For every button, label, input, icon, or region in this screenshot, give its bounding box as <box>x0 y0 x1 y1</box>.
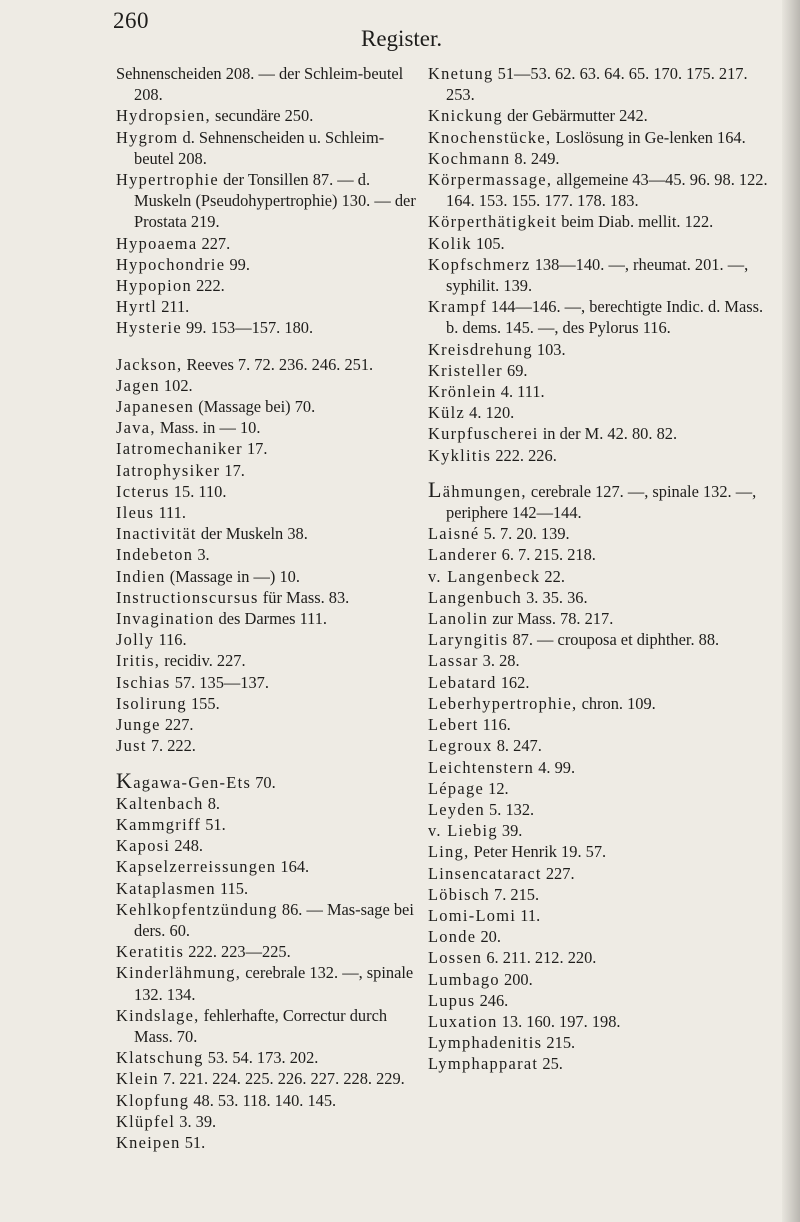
index-entry <box>116 856 416 877</box>
index-keyword: Kolik <box>428 233 472 253</box>
index-entry <box>116 460 416 481</box>
index-entry <box>116 275 416 296</box>
index-keyword: Leyden <box>428 799 485 819</box>
index-entry <box>116 566 416 587</box>
index-keyword: Icterus <box>116 481 170 501</box>
index-keyword: Junge <box>116 715 161 735</box>
index-references: der Gebärmutter 242. <box>503 106 648 126</box>
index-references: 246. <box>475 990 509 1010</box>
index-references: cerebrale 132. —, spinale 132. 134. <box>134 963 414 1004</box>
index-entry <box>428 339 778 360</box>
index-keyword: Just <box>116 736 147 756</box>
index-references: 4. 120. <box>465 403 515 423</box>
index-keyword: Luxation <box>428 1011 498 1031</box>
index-keyword: Hypoaema <box>116 233 198 253</box>
index-entry <box>116 169 416 233</box>
index-keyword: Löbisch <box>428 884 490 904</box>
index-keyword: Ischias <box>116 672 171 692</box>
index-references: 39. <box>497 821 523 841</box>
index-entry <box>428 423 778 444</box>
index-entry <box>116 1090 416 1111</box>
index-keyword: Lebert <box>428 715 479 735</box>
index-entry <box>428 778 778 799</box>
index-entry <box>428 105 778 126</box>
index-keyword: Langenbuch <box>428 587 523 607</box>
index-entry <box>428 566 778 587</box>
index-keyword: Kagawa-Gen-Ets <box>116 767 252 793</box>
index-keyword: Kaposi <box>116 836 171 856</box>
index-entry <box>428 799 778 820</box>
index-entry <box>116 693 416 714</box>
index-keyword: Kindslage, <box>116 1005 200 1025</box>
index-entry <box>428 254 778 296</box>
index-entry <box>428 714 778 735</box>
index-keyword: Iatromechaniker <box>116 439 243 459</box>
index-references: 105. <box>471 233 505 253</box>
index-entry <box>116 878 416 899</box>
index-keyword: Kataplasmen <box>116 878 216 898</box>
index-entry <box>116 523 416 544</box>
index-entry <box>428 990 778 1011</box>
index-entry <box>116 608 416 629</box>
index-references: Peter Henrik 19. 57. <box>469 842 607 862</box>
index-entry <box>116 481 416 502</box>
index-references: der Muskeln 38. <box>196 524 308 544</box>
index-references: 144—146. —, berechtigte Indic. d. Mass. b. dems. 145. —, des Pylorus 116. <box>446 297 764 338</box>
index-keyword: Indien <box>116 566 166 586</box>
index-references: 20. <box>476 927 501 947</box>
index-keyword: Lupus <box>428 990 476 1010</box>
index-keyword: Knochenstücke, <box>428 127 552 147</box>
index-keyword: Hypochondrie <box>116 254 226 274</box>
index-references: 8. 249. <box>510 148 560 168</box>
index-entry <box>116 962 416 1004</box>
index-entry <box>116 375 416 396</box>
index-references: 215. <box>542 1033 576 1053</box>
index-entry <box>428 544 778 565</box>
index-entry <box>116 438 416 459</box>
index-entry <box>116 1068 416 1089</box>
index-references: 99. 153—157. 180. <box>181 318 314 338</box>
index-entry <box>428 402 778 423</box>
index-references: 164. <box>276 857 310 877</box>
index-entry <box>428 863 778 884</box>
index-entry <box>116 63 416 105</box>
index-references: Sehnenscheiden 208. — der Schleim-beutel 208. <box>116 64 404 105</box>
index-entry <box>116 544 416 565</box>
index-entry <box>428 587 778 608</box>
index-entry <box>428 905 778 926</box>
index-keyword: Kochmann <box>428 148 511 168</box>
page-edge-shadow <box>782 0 800 1222</box>
index-keyword: Lomi-Lomi <box>428 905 517 925</box>
index-keyword: Lossen <box>428 948 483 968</box>
index-references: 48. 53. 118. 140. 145. <box>189 1090 337 1110</box>
index-entry <box>428 360 778 381</box>
index-entry <box>116 714 416 735</box>
index-references: 103. <box>532 339 566 359</box>
index-references: 3. 35. 36. <box>522 587 588 607</box>
index-keyword: Lebatard <box>428 672 497 692</box>
index-keyword: Lymphapparat <box>428 1054 539 1074</box>
index-references: 86. — Mas-sage bei ders. 60. <box>134 899 414 940</box>
index-references: 17. <box>242 439 268 459</box>
index-keyword: Klatschung <box>116 1048 204 1068</box>
index-entry <box>428 884 778 905</box>
index-entry <box>428 1032 778 1053</box>
index-keyword: Knickung <box>428 106 504 126</box>
index-keyword: Landerer <box>428 545 498 565</box>
index-entry <box>116 767 416 793</box>
index-references: (Massage in —) 10. <box>165 566 300 586</box>
index-entry <box>116 296 416 317</box>
index-entry <box>116 354 416 375</box>
index-entry <box>116 835 416 856</box>
index-references: 15. 110. <box>169 481 227 501</box>
index-keyword: Klein <box>116 1069 159 1089</box>
index-references: cerebrale 127. —, spinale 132. —, periphere 142—144. <box>446 481 757 523</box>
index-keyword: Kehlkopfentzündung <box>116 899 278 919</box>
index-entry <box>428 211 778 232</box>
index-entry <box>116 1005 416 1047</box>
index-keyword: Keratitis <box>116 942 185 962</box>
index-references: 70. <box>251 772 276 792</box>
index-references: 3. 28. <box>478 651 520 671</box>
index-keyword: Kinderlähmung, <box>116 963 242 983</box>
index-keyword: Instructionscursus <box>116 587 259 607</box>
index-references: 200. <box>499 969 533 989</box>
index-references: 6. 7. 215. 218. <box>497 545 596 565</box>
index-entry <box>116 417 416 438</box>
index-entry <box>428 672 778 693</box>
index-references: 222. 223—225. <box>184 942 291 962</box>
index-references: Loslösung in Ge-lenken 164. <box>551 127 746 147</box>
index-references: für Mass. 83. <box>258 587 350 607</box>
index-references: 11. <box>516 905 541 925</box>
index-entry <box>428 148 778 169</box>
index-entry <box>428 735 778 756</box>
index-references: 227. <box>541 863 575 883</box>
index-keyword: Hyrtl <box>116 297 158 317</box>
index-references: 12. <box>484 778 509 798</box>
index-references: Reeves 7. 72. 236. 246. 251. <box>182 354 374 374</box>
index-keyword: Kyklitis <box>428 445 492 465</box>
index-keyword: Lymphadenitis <box>428 1033 543 1053</box>
page-number: 260 <box>113 8 149 33</box>
index-entry <box>428 969 778 990</box>
index-entry <box>116 317 416 338</box>
index-entry <box>428 693 778 714</box>
index-keyword: Japanesen <box>116 397 195 417</box>
section-gap <box>116 339 416 354</box>
index-entry <box>116 899 416 941</box>
index-references: 3. <box>193 545 210 565</box>
index-entry <box>428 757 778 778</box>
index-references: 155. <box>186 693 220 713</box>
index-entry <box>116 587 416 608</box>
index-keyword: Kreisdrehung <box>428 339 533 359</box>
index-keyword: Klüpfel <box>116 1111 176 1131</box>
index-keyword: Linsencataract <box>428 863 542 883</box>
index-keyword: Körperthätigkeit <box>428 212 558 232</box>
index-references: 8. 247. <box>492 736 542 756</box>
index-entry <box>428 476 778 523</box>
index-entry <box>428 947 778 968</box>
index-references: 5. 7. 20. 139. <box>479 524 570 544</box>
index-keyword: Laisné <box>428 524 480 544</box>
index-references: 99. <box>225 254 250 274</box>
index-entry <box>428 608 778 629</box>
index-entry <box>116 629 416 650</box>
index-references: 138—140. —, rheumat. 201. —, syphilit. 139. <box>446 254 749 296</box>
index-references: 4. 111. <box>496 382 545 402</box>
index-keyword: Hygrom <box>116 127 179 147</box>
index-references: 6. 211. 212. 220. <box>482 948 597 968</box>
index-entry <box>428 629 778 650</box>
index-references: 53. 54. 173. 202. <box>203 1048 319 1068</box>
index-references: zur Mass. 78. 217. <box>488 609 614 629</box>
index-keyword: Kopfschmerz <box>428 254 531 274</box>
index-keyword: Lanolin <box>428 609 489 629</box>
index-keyword: Ileus <box>116 503 155 523</box>
index-column-left <box>116 63 416 1153</box>
index-keyword: Ling, <box>428 842 470 862</box>
index-entry <box>428 523 778 544</box>
index-references: der Tonsillen 87. — d. Muskeln (Pseudohypertrophie) 130. — der Prostata 219. <box>134 170 416 232</box>
index-entry <box>428 650 778 671</box>
index-entry <box>116 793 416 814</box>
index-entry <box>428 63 778 105</box>
index-keyword: Jagen <box>116 375 160 395</box>
index-keyword: Lassar <box>428 651 479 671</box>
index-keyword: Knetung <box>428 64 494 83</box>
index-entry <box>116 1132 416 1153</box>
index-keyword: Leichtenstern <box>428 757 535 777</box>
index-entry <box>116 233 416 254</box>
index-references: 4. 99. <box>534 757 576 777</box>
index-entry <box>116 396 416 417</box>
index-keyword: Hypopion <box>116 276 192 296</box>
index-keyword: Krönlein <box>428 382 497 402</box>
index-references: Mass. in — 10. <box>155 418 261 438</box>
index-references: 5. 132. <box>484 799 535 819</box>
index-references: 116. <box>478 715 511 735</box>
section-gap <box>428 466 778 481</box>
index-references: 116. <box>154 630 187 650</box>
index-references: 13. 160. 197. 198. <box>497 1011 621 1031</box>
index-keyword: Kammgriff <box>116 814 202 834</box>
index-entry <box>428 127 778 148</box>
index-references: des Darmes 111. <box>214 609 328 629</box>
index-entry <box>116 502 416 523</box>
index-references: 25. <box>538 1054 563 1074</box>
index-references: 51—53. 62. 63. 64. 65. 170. 175. 217. 253. <box>446 64 748 105</box>
index-references: in der M. 42. 80. 82. <box>538 424 678 444</box>
index-keyword: Külz <box>428 403 466 423</box>
index-entry <box>428 296 778 338</box>
index-references: 7. 222. <box>146 736 196 756</box>
index-references: 227. <box>197 233 231 253</box>
index-references: 162. <box>496 672 530 692</box>
index-keyword: Krampf <box>428 297 487 317</box>
index-references: 69. <box>502 360 528 380</box>
index-entry <box>428 233 778 254</box>
index-references: 248. <box>170 836 204 856</box>
index-keyword: v. Langenbeck <box>428 566 541 586</box>
index-keyword: Londe <box>428 927 477 947</box>
index-entry <box>116 672 416 693</box>
index-references: 7. 215. <box>489 884 540 904</box>
index-references: 115. <box>215 878 249 898</box>
index-references: secundäre 250. <box>210 106 314 126</box>
index-references: 222. 226. <box>491 445 557 465</box>
index-keyword: Kneipen <box>116 1132 181 1152</box>
index-references: allgemeine 43—45. 96. 98. 122. 164. 153. 155. 177. 178. 183. <box>446 170 768 211</box>
index-entry <box>116 650 416 671</box>
index-references: 87. — crouposa et diphther. 88. <box>508 630 720 650</box>
index-entry <box>428 1053 778 1074</box>
index-references: 17. <box>220 460 245 480</box>
index-references: 227. <box>160 715 194 735</box>
index-keyword: Jackson, <box>116 354 183 374</box>
running-title: Register. <box>361 26 443 51</box>
index-references: recidiv. 227. <box>160 651 246 671</box>
index-entry <box>428 381 778 402</box>
index-keyword: Lépage <box>428 778 485 798</box>
index-keyword: Kurpfuscherei <box>428 424 539 444</box>
index-keyword: Laryngitis <box>428 630 509 650</box>
index-keyword: Inactivität <box>116 524 197 544</box>
index-references: 211. <box>157 297 190 317</box>
page-header <box>0 6 800 56</box>
index-keyword: Lumbago <box>428 969 500 989</box>
index-entry <box>428 820 778 841</box>
index-references: 57. 135—137. <box>170 672 269 692</box>
index-keyword: Lähmungen, <box>428 476 527 502</box>
index-references: 222. <box>191 276 225 296</box>
index-keyword: Invagination <box>116 609 215 629</box>
index-keyword: Klopfung <box>116 1090 190 1110</box>
index-entry <box>116 127 416 169</box>
index-entry <box>116 1111 416 1132</box>
index-keyword: v. Liebig <box>428 821 498 841</box>
index-entry <box>116 814 416 835</box>
index-entry <box>116 1047 416 1068</box>
index-entry <box>428 841 778 862</box>
index-keyword: Hypertrophie <box>116 170 219 190</box>
index-references: d. Sehnenscheiden u. Schleim-beutel 208. <box>134 127 385 168</box>
index-references: beim Diab. mellit. 122. <box>557 212 714 232</box>
index-keyword: Legroux <box>428 736 493 756</box>
index-entry <box>428 926 778 947</box>
index-references: 102. <box>159 375 193 395</box>
index-keyword: Iritis, <box>116 651 161 671</box>
index-entry <box>116 254 416 275</box>
index-references: (Massage bei) 70. <box>194 397 316 417</box>
index-keyword: Kristeller <box>428 360 503 380</box>
index-entry <box>428 169 778 211</box>
index-entry <box>116 105 416 126</box>
index-entry <box>428 1011 778 1032</box>
index-entry <box>116 941 416 962</box>
index-keyword: Leberhypertrophie, <box>428 693 578 713</box>
index-entry <box>116 735 416 756</box>
index-keyword: Hysterie <box>116 318 182 338</box>
index-references: 3. 39. <box>175 1111 217 1131</box>
index-entry <box>428 445 778 466</box>
section-gap <box>116 757 416 772</box>
index-keyword: Körpermassage, <box>428 170 553 190</box>
index-references: 22. <box>540 566 565 586</box>
index-references: 7. 221. 224. 225. 226. 227. 228. 229. <box>158 1069 405 1089</box>
index-references: 8. <box>203 793 221 813</box>
index-references: fehlerhafte, Correctur durch Mass. 70. <box>134 1005 388 1046</box>
index-keyword: Indebeton <box>116 545 194 565</box>
index-keyword: Kaltenbach <box>116 793 204 813</box>
index-references: 111. <box>154 503 186 523</box>
index-keyword: Jolly <box>116 630 155 650</box>
index-references: chron. 109. <box>577 693 656 713</box>
index-keyword: Hydropsien, <box>116 106 211 126</box>
index-references: 51. <box>180 1132 206 1152</box>
index-keyword: Iatrophysiker <box>116 460 221 480</box>
index-references: 51. <box>201 814 226 834</box>
index-keyword: Java, <box>116 418 156 438</box>
index-keyword: Kapselzerreissungen <box>116 857 277 877</box>
index-column-right <box>428 63 778 1075</box>
index-keyword: Isolirung <box>116 693 187 713</box>
